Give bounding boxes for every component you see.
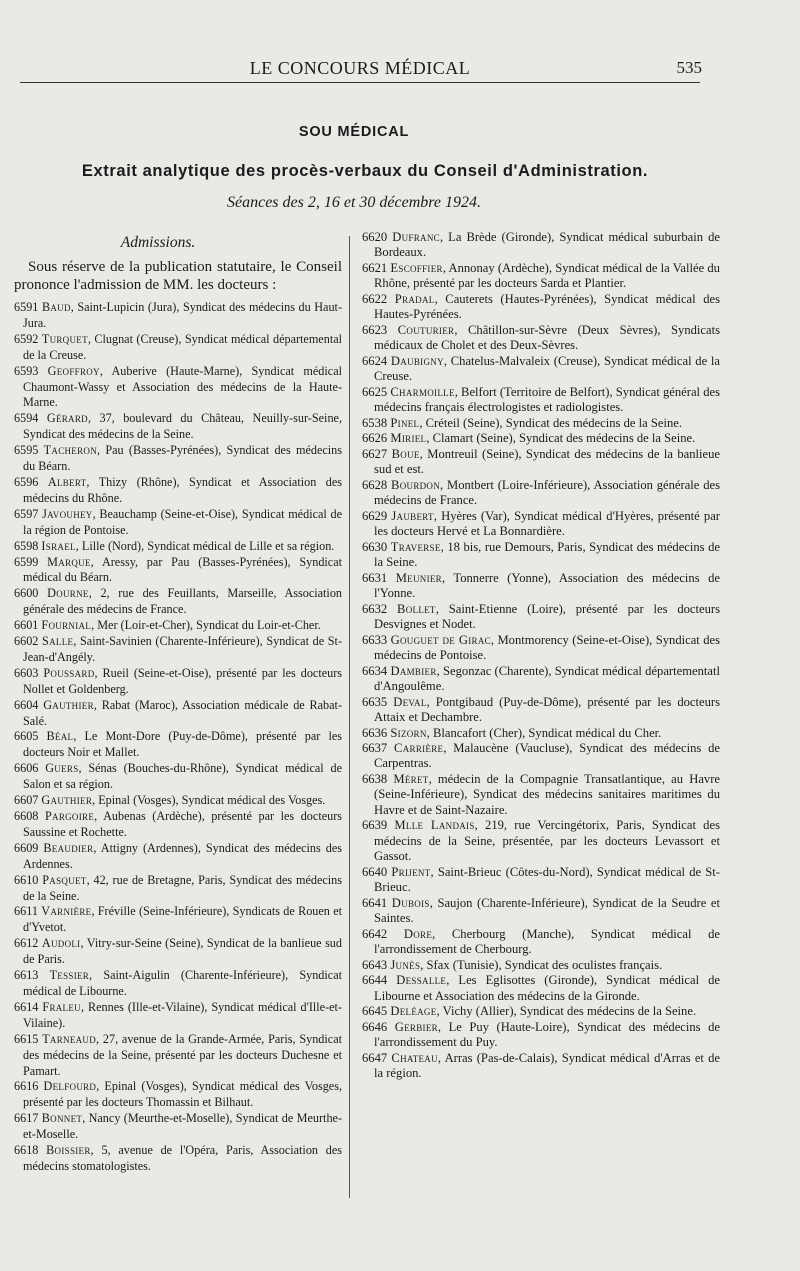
doctor-name: Carrière xyxy=(394,740,444,755)
doctor-name: Pradal xyxy=(394,291,435,306)
admission-entry xyxy=(14,968,342,1000)
admission-entry xyxy=(362,818,720,864)
admission-entry xyxy=(362,865,720,896)
right-column xyxy=(362,230,720,1082)
entry-text: , Saint-Aigulin (Charente-Inférieure), Syndicat médical de Libourne. xyxy=(23,968,342,998)
entry-number: 6595 xyxy=(14,443,39,458)
doctor-name: Javouhey xyxy=(42,506,93,521)
entry-number: 6647 xyxy=(362,1050,388,1065)
doctor-name: Israel xyxy=(41,538,76,553)
admission-entry xyxy=(362,1004,720,1019)
admission-entry xyxy=(14,841,342,873)
entry-number: 6631 xyxy=(362,570,388,585)
entry-text: , Saujon (Charente-Inférieure), Syndicat de la Seudre et Saintes. xyxy=(374,895,720,926)
admission-entry xyxy=(362,416,720,431)
doctor-name: Guers xyxy=(45,761,79,776)
doctor-name: Pinel xyxy=(390,415,420,430)
entry-number: 6598 xyxy=(14,538,39,553)
running-header xyxy=(20,52,700,83)
doctor-name: Deval xyxy=(393,694,427,709)
entry-text: , Saint-Lupicin (Jura), Syndicat des médecins du Haut-Jura. xyxy=(23,300,342,330)
admission-entry xyxy=(14,507,342,539)
entry-text: , Attigny (Ardennes), Syndicat des médecins des Ardennes. xyxy=(23,840,343,871)
admission-entry xyxy=(362,509,720,540)
doctor-name: Gauthier xyxy=(43,697,94,712)
entry-text: , Rennes (Ille-et-Vilaine), Syndicat médical d'Ille-et-Vilaine). xyxy=(23,999,342,1030)
doctor-name: Mlle Landais xyxy=(394,818,475,833)
doctor-name: Varnière xyxy=(41,904,92,919)
entry-text: , Belfort (Territoire de Belfort), Syndicat général des médecins français électrologistes et radiologistes. xyxy=(374,384,720,415)
entry-number: 6622 xyxy=(362,291,388,306)
entry-text: , Cherbourg (Manche), Syndicat médical de l'arrondissement de Cherbourg. xyxy=(374,926,720,957)
entry-number: 6638 xyxy=(362,771,388,786)
doctor-name: Gérard xyxy=(46,411,88,426)
extract-title: Extrait analytique des procès-verbaux du Conseil d'Administration. xyxy=(81,162,649,180)
entry-text: , Montreuil (Seine), Syndicat des médecins de la banlieue sud et est. xyxy=(374,446,720,477)
admission-entry xyxy=(14,729,342,761)
entry-number: 6597 xyxy=(14,506,39,521)
entry-number: 6625 xyxy=(362,384,388,399)
admission-entry xyxy=(14,1000,342,1032)
admission-entry xyxy=(362,772,720,818)
entry-number: 6610 xyxy=(14,872,39,887)
entry-text: , 42, rue de Bretagne, Paris, Syndicat des médecins de la Seine. xyxy=(23,872,343,903)
entry-text: , 27, avenue de la Grande-Armée, Paris, Syndicat des médecins de la Seine, présenté par les docteurs Duchesne et Pamart. xyxy=(23,1031,342,1078)
entry-number: 6600 xyxy=(14,586,39,601)
entry-text: , Rabat (Maroc), Association médicale de Rabat-Salé. xyxy=(23,697,343,728)
admission-entry xyxy=(362,695,720,726)
entry-text: , Vichy (Allier), Syndicat des médecins de la Seine. xyxy=(436,1004,697,1019)
admission-entry xyxy=(362,633,720,664)
right-admission-list xyxy=(362,230,720,1082)
entry-number: 6634 xyxy=(362,663,388,678)
admission-entry xyxy=(14,936,342,968)
entry-number: 6644 xyxy=(362,973,388,988)
entry-text: , Aubenas (Ardèche), présenté par les docteurs Saussine et Rochette. xyxy=(23,809,343,839)
entry-text: , La Brède (Gironde), Syndicat médical suburbain de Bordeaux. xyxy=(374,230,720,260)
doctor-name: Bourdon xyxy=(391,477,441,492)
admission-entry xyxy=(14,475,342,507)
entry-number: 6615 xyxy=(14,1031,39,1046)
admission-entry xyxy=(14,761,342,793)
admission-entry xyxy=(14,443,342,475)
entry-number: 6599 xyxy=(14,554,39,569)
entry-text: , Tonnerre (Yonne), Association des médecins de l'Yonne. xyxy=(374,570,720,601)
entry-number: 6605 xyxy=(14,729,39,744)
sessions-date: Séances des 2, 16 et 30 décembre 1924. xyxy=(227,194,481,211)
admission-entry xyxy=(362,1020,720,1051)
doctor-name: Fraleu xyxy=(42,999,81,1014)
entry-number: 6611 xyxy=(14,904,38,919)
admission-entry xyxy=(14,539,342,555)
entry-number: 6592 xyxy=(14,331,39,346)
entry-text: , Châtillon-sur-Sèvre (Deux Sèvres), Syndicats médicaux de Cholet et des Deux-Sèvres. xyxy=(374,322,720,353)
admission-entry xyxy=(362,447,720,478)
admission-entry xyxy=(362,973,720,1004)
entry-text: , Saint-Savinien (Charente-Inférieure), Syndicat de St-Jean-d'Angély. xyxy=(23,634,343,664)
doctor-name: Prijent xyxy=(391,864,431,879)
entry-number: 6538 xyxy=(362,415,388,430)
entry-number: 6613 xyxy=(14,968,39,983)
entry-text: , Pontgibaud (Puy-de-Dôme), présenté par les docteurs Attaix et Dechambre. xyxy=(374,694,720,725)
doctor-name: Poussard xyxy=(43,665,95,680)
entry-text: , 2, rue des Feuillants, Marseille, Association générale des médecins de France. xyxy=(23,586,343,617)
page-number: 535 xyxy=(676,58,702,77)
admission-entry xyxy=(14,300,342,332)
entry-text: , 219, rue Vercingétorix, Paris, Syndicat des médecins de la Seine, présentée, par les docteurs Levassort et Gassot. xyxy=(374,818,720,864)
doctor-name: Gerbier xyxy=(394,1019,438,1034)
entry-number: 6629 xyxy=(362,508,388,523)
entry-number: 6624 xyxy=(362,353,388,368)
entry-text: , Saint-Etienne (Loire), présenté par les docteurs Desvignes et Nodet. xyxy=(374,601,720,632)
doctor-name: Bollet xyxy=(397,601,436,616)
entry-number: 6635 xyxy=(362,694,388,709)
entry-text: , Saint-Brieuc (Côtes-du-Nord), Syndicat médical de St-Brieuc. xyxy=(374,864,720,895)
admission-entry xyxy=(14,793,342,809)
entry-number: 6612 xyxy=(14,936,39,951)
entry-text: , Segonzac (Charente), Syndicat médical départementatl d'Angoulême. xyxy=(374,663,720,694)
entry-text: , Sénas (Bouches-du-Rhône), Syndicat médical de Salon et sa région. xyxy=(23,761,343,792)
admission-entry xyxy=(14,555,342,587)
admission-entry xyxy=(362,1051,720,1082)
doctor-name: Pasquet xyxy=(42,872,87,887)
admission-entry xyxy=(14,666,342,698)
doctor-name: Béal xyxy=(46,729,74,744)
entry-number: 6641 xyxy=(362,895,388,910)
entry-text: , Aressy, par Pau (Basses-Pyrénées), Syndicat médical du Béarn. xyxy=(23,554,343,585)
entry-number: 6617 xyxy=(14,1111,39,1126)
admission-entry xyxy=(14,332,342,364)
doctor-name: Charmoille xyxy=(390,384,455,399)
doctor-name: Deléage xyxy=(390,1004,437,1019)
entry-number: 6646 xyxy=(362,1019,388,1034)
entry-number: 6633 xyxy=(362,632,388,647)
admission-entry xyxy=(362,726,720,741)
admission-entry xyxy=(14,904,342,936)
entry-number: 6636 xyxy=(362,725,388,740)
entry-text: , Rueil (Seine-et-Oise), présenté par les docteurs Nollet et Goldenberg. xyxy=(23,665,343,696)
intro-paragraph: Sous réserve de la publication statutaire, le Conseil prononce l'admission de MM. les docteurs : xyxy=(14,259,342,293)
entry-number: 6616 xyxy=(14,1079,39,1094)
doctor-name: Dufranc xyxy=(392,230,440,244)
entry-text: , Nancy (Meurthe-et-Moselle), Syndicat de Meurthe-et-Moselle. xyxy=(23,1111,343,1142)
entry-number: 6606 xyxy=(14,761,39,776)
admission-entry xyxy=(14,1032,342,1080)
entry-number: 6596 xyxy=(14,474,39,489)
doctor-name: Junès xyxy=(390,957,421,972)
doctor-name: Gouguet de Girac xyxy=(390,632,491,647)
entry-text: , Epinal (Vosges), Syndicat médical des Vosges, présenté par les docteurs Thomassin et Bilhaut. xyxy=(23,1079,342,1110)
entry-number: 6632 xyxy=(362,601,388,616)
entry-number: 6614 xyxy=(14,999,39,1014)
journal-title: LE CONCOURS MÉDICAL xyxy=(249,58,471,78)
entry-number: 6608 xyxy=(14,809,39,823)
doctor-name: Dore xyxy=(403,926,433,941)
admission-entry xyxy=(362,958,720,973)
doctor-name: Geoffroy xyxy=(47,363,100,378)
doctor-name: Sizorn xyxy=(390,725,427,740)
doctor-name: Marque xyxy=(47,554,91,569)
entry-text: , Montmorency (Seine-et-Oise), Syndicat des médecins de Pontoise. xyxy=(374,632,721,663)
entry-number: 6609 xyxy=(14,840,39,855)
doctor-name: Méret xyxy=(393,771,429,786)
doctor-name: Daubigny xyxy=(390,353,444,368)
entry-text: , Lille (Nord), Syndicat médical de Lille et sa région. xyxy=(75,538,335,553)
admission-entry xyxy=(362,323,720,354)
left-admission-list xyxy=(14,300,342,1175)
admission-entry xyxy=(14,1111,342,1143)
doctor-name: Escoffier xyxy=(390,260,443,275)
entry-number: 6623 xyxy=(362,322,388,337)
entry-number: 6621 xyxy=(362,260,388,275)
doctor-name: Chateau xyxy=(391,1050,438,1065)
admission-entry xyxy=(14,634,342,666)
admission-entry xyxy=(362,571,720,602)
entry-text: , Malaucène (Vaucluse), Syndicat des médecins de Carpentras. xyxy=(374,740,720,771)
entry-text: , Pau (Basses-Pyrénées), Syndicat des médecins du Béarn. xyxy=(23,443,342,474)
entry-text: , 5, avenue de l'Opéra, Paris, Association des médecins stomatologistes. xyxy=(23,1143,342,1173)
admission-entry xyxy=(14,1143,342,1175)
admission-entry xyxy=(362,927,720,958)
entry-text: , Le Puy (Haute-Loire), Syndicat des médecins de l'arrondissement du Puy. xyxy=(374,1019,720,1050)
entry-number: 6642 xyxy=(362,926,388,941)
doctor-name: Boue xyxy=(391,446,420,461)
doctor-name: Dessalle xyxy=(396,973,447,988)
admission-entry xyxy=(362,602,720,633)
entry-text: , Chatelus-Malvaleix (Creuse), Syndicat médical de la Creuse. xyxy=(374,353,720,384)
entry-text: , médecin de la Compagnie Transatlantique, au Havre (Seine-Inférieure), Syndicat des médecins sanitaires maritimes du Havre et de Saint-Nazaire. xyxy=(374,771,720,817)
entry-number: 6630 xyxy=(362,539,388,554)
section-title: SOU MÉDICAL xyxy=(298,124,410,140)
entry-text: , Sfax (Tunisie), Syndicat des oculistes français. xyxy=(420,957,663,972)
admission-entry xyxy=(14,1079,342,1111)
admission-entry xyxy=(362,261,720,292)
doctor-name: Meunier xyxy=(395,570,442,585)
admission-entry xyxy=(362,292,720,323)
doctor-name: Audoli xyxy=(41,936,81,951)
entry-number: 6593 xyxy=(14,363,39,378)
admissions-heading: Admissions. xyxy=(120,234,196,251)
doctor-name: Tacheron xyxy=(43,443,98,458)
admission-entry xyxy=(14,698,342,730)
admission-entry xyxy=(14,586,342,618)
entry-text: , Blancafort (Cher), Syndicat médical du Cher. xyxy=(426,725,662,740)
admission-entry xyxy=(362,478,720,509)
entry-number: 6602 xyxy=(14,634,39,649)
doctor-name: Baud xyxy=(41,300,71,314)
doctor-name: Jaubert xyxy=(391,508,434,523)
entry-text: , 37, boulevard du Château, Neuilly-sur-Seine, Syndicat des médecins de la Seine. xyxy=(23,411,342,442)
admission-entry xyxy=(14,873,342,905)
doctor-name: Delfourd xyxy=(43,1079,97,1094)
entry-number: 6607 xyxy=(14,793,39,808)
entry-number: 6626 xyxy=(362,431,388,446)
entry-text: , Montbert (Loire-Inférieure), Association générale des médecins de France. xyxy=(374,477,720,508)
entry-text: , Créteil (Seine), Syndicat des médecins de la Seine. xyxy=(419,415,682,430)
entry-text: , 18 bis, rue Demours, Paris, Syndicat des médecins de la Seine. xyxy=(374,539,720,570)
entry-text: , Beauchamp (Seine-et-Oise), Syndicat médical de la région de Pontoise. xyxy=(23,506,343,537)
doctor-name: Bonnet xyxy=(41,1111,83,1126)
entry-text: , Fréville (Seine-Inférieure), Syndicats de Rouen et d'Yvetot. xyxy=(23,904,342,935)
admission-entry xyxy=(362,230,720,261)
left-column xyxy=(14,228,342,1175)
entry-number: 6594 xyxy=(14,411,39,426)
doctor-name: Albert xyxy=(47,474,87,489)
doctor-name: Traverse xyxy=(390,539,441,554)
entry-number: 6620 xyxy=(362,230,388,244)
doctor-name: Boissier xyxy=(46,1143,91,1158)
admission-entry xyxy=(14,364,342,412)
admission-entry xyxy=(14,411,342,443)
doctor-name: Fournial xyxy=(41,618,92,633)
doctor-name: Dubois xyxy=(391,895,430,910)
entry-text: , Auberive (Haute-Marne), Syndicat médical Chaumont-Wassy et Association des médecins de la Haute-Marne. xyxy=(23,363,342,410)
doctor-name: Turquet xyxy=(41,331,88,346)
entry-number: 6637 xyxy=(362,740,388,755)
entry-text: , Epinal (Vosges), Syndicat médical des Vosges. xyxy=(92,793,326,808)
doctor-name: Dourne xyxy=(47,586,89,601)
doctor-name: Tarneaud xyxy=(42,1031,97,1046)
doctor-name: Gauthier xyxy=(41,793,93,808)
entry-text: , Annonay (Ardèche), Syndicat médical de la Vallée du Rhône, présenté par les docteurs Sarda et Plantier. xyxy=(374,260,720,291)
entry-text: , Hyères (Var), Syndicat médical d'Hyères, présenté par les docteurs Hervé et La Bonnardière. xyxy=(374,508,720,539)
doctor-name: Beaudier xyxy=(43,840,94,855)
admission-entry xyxy=(362,431,720,446)
entry-number: 6640 xyxy=(362,864,388,879)
entry-number: 6604 xyxy=(14,697,39,712)
entry-text: , Le Mont-Dore (Puy-de-Dôme), présenté par les docteurs Noir et Mallet. xyxy=(23,729,342,760)
admission-entry xyxy=(362,741,720,772)
entry-number: 6618 xyxy=(14,1143,39,1158)
entry-text: , Clugnat (Creuse), Syndicat médical départemental de la Creuse. xyxy=(23,331,342,362)
doctor-name: Pargoire xyxy=(44,809,95,823)
entry-number: 6628 xyxy=(362,477,388,492)
doctor-name: Tessier xyxy=(49,968,90,983)
entry-number: 6601 xyxy=(14,618,39,633)
entry-text: , Mer (Loir-et-Cher), Syndicat du Loir-et-Cher. xyxy=(91,618,321,633)
entry-number: 6603 xyxy=(14,665,39,680)
entry-number: 6627 xyxy=(362,446,388,461)
admission-entry xyxy=(362,664,720,695)
doctor-name: Miriel xyxy=(390,431,427,446)
entry-text: , Clamart (Seine), Syndicat des médecins de la Seine. xyxy=(426,431,696,446)
entry-text: , Les Eglisottes (Gironde), Syndicat médical de Libourne et Association des médecins de la Gironde. xyxy=(374,973,720,1003)
entry-text: , Vitry-sur-Seine (Seine), Syndicat de la banlieue sud de Paris. xyxy=(23,936,342,967)
doctor-name: Salle xyxy=(42,634,74,649)
entry-text: , Thizy (Rhône), Syndicat et Association des médecins du Rhône. xyxy=(23,474,342,505)
admission-entry xyxy=(362,385,720,416)
admission-entry xyxy=(14,618,342,634)
admission-entry xyxy=(14,809,342,841)
doctor-name: Couturier xyxy=(397,322,455,337)
doctor-name: Dambier xyxy=(390,663,437,678)
entry-number: 6643 xyxy=(362,957,388,972)
entry-number: 6645 xyxy=(362,1004,388,1019)
entry-number: 6591 xyxy=(14,300,39,314)
entry-text: , Arras (Pas-de-Calais), Syndicat médical d'Arras et de la région. xyxy=(374,1050,720,1081)
entry-text: , Cauterets (Hautes-Pyrénées), Syndicat médical des Hautes-Pyrénées. xyxy=(374,291,720,322)
column-divider xyxy=(349,236,350,1198)
admission-entry xyxy=(362,354,720,385)
entry-number: 6639 xyxy=(362,818,388,833)
admission-entry xyxy=(362,540,720,571)
admission-entry xyxy=(362,896,720,927)
